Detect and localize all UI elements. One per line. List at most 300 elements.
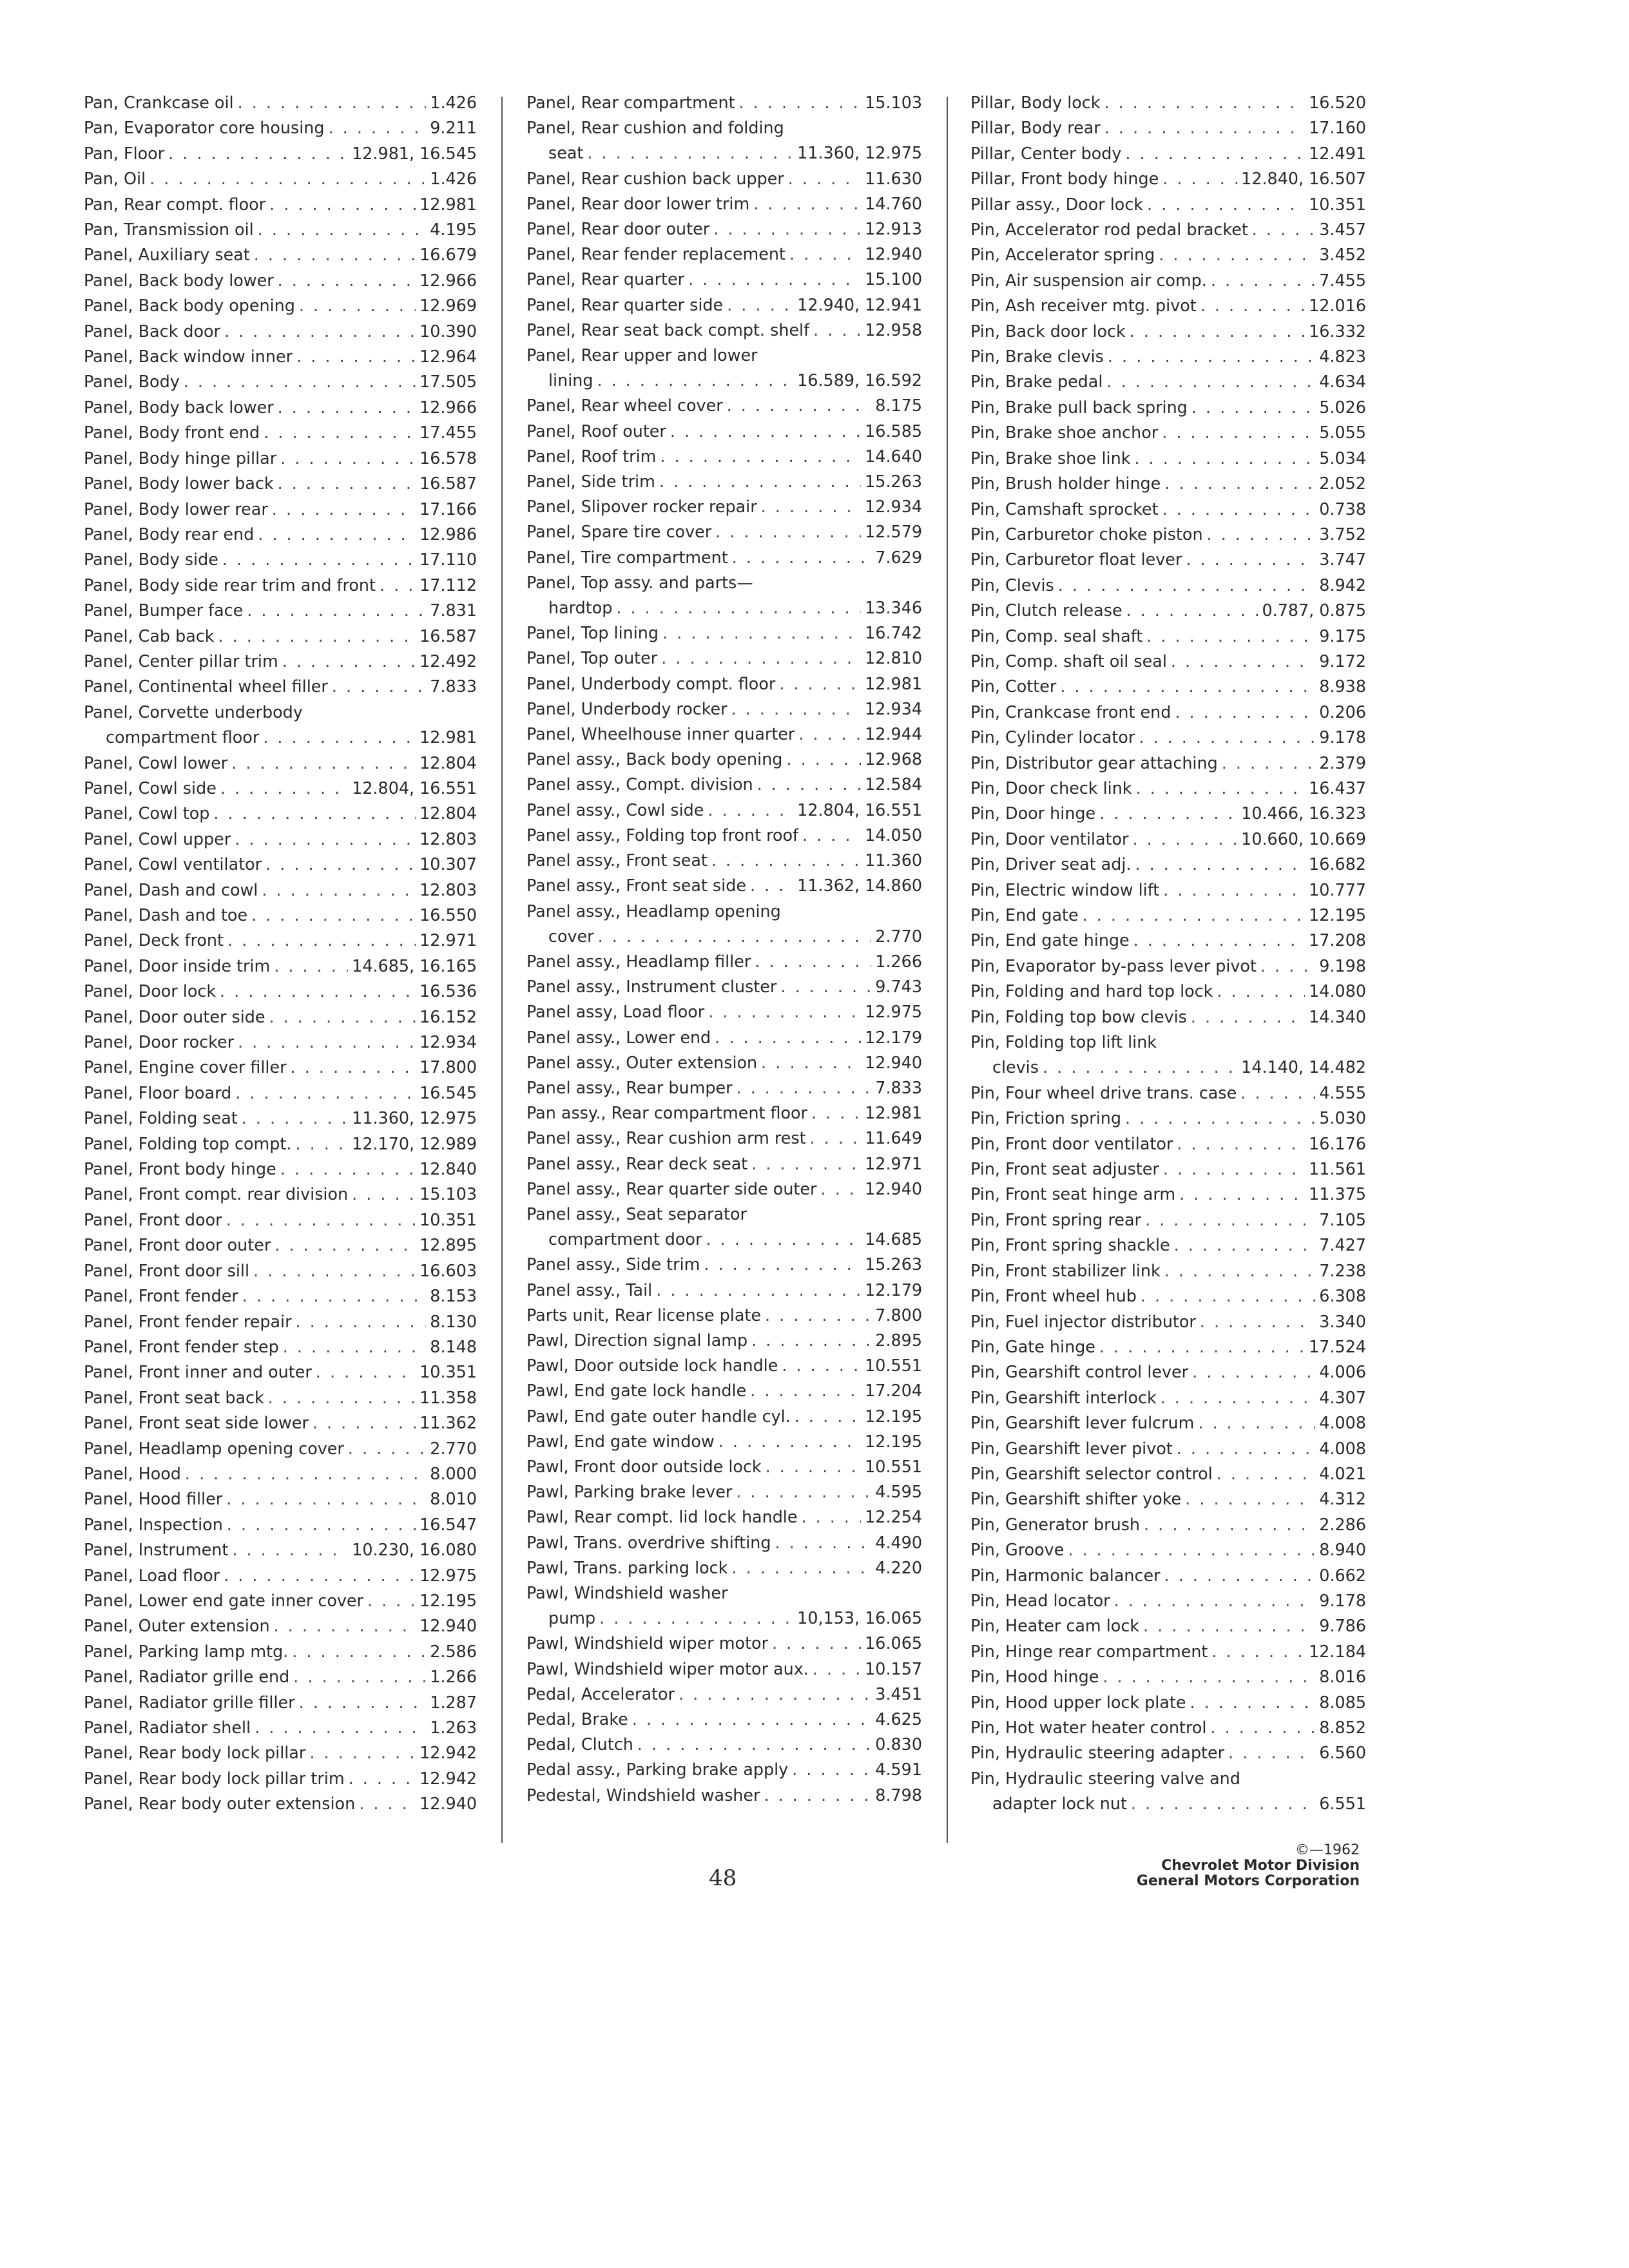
index-entry <box>526 1757 922 1782</box>
index-entry <box>526 519 922 544</box>
entry-page-ref: 10.157 <box>865 1658 922 1678</box>
entry-name: Pin, Folding top lift link <box>970 1032 1157 1052</box>
dot-leader <box>272 497 416 522</box>
dot-leader <box>765 1303 871 1328</box>
index-entry <box>970 1258 1366 1283</box>
dot-leader <box>1139 725 1315 750</box>
entry-page-ref: 8.938 <box>1319 677 1366 697</box>
entry-page-ref: 12.940 <box>865 1178 922 1198</box>
entry-page-ref: 12.804 <box>419 803 477 823</box>
entry-page-ref: 12.016 <box>1309 296 1366 316</box>
dot-leader <box>265 852 416 877</box>
entry-name: Panel assy., Seat separator <box>526 1204 747 1224</box>
dot-leader <box>662 620 861 646</box>
entry-name: Pin, Gearshift shifter yoke <box>970 1489 1182 1509</box>
index-entry <box>84 217 477 242</box>
index-entry <box>970 1410 1366 1436</box>
entry-page-ref: 5.055 <box>1319 423 1366 443</box>
index-entry <box>84 420 477 445</box>
publisher-line: General Motors Corporation <box>1136 1873 1360 1889</box>
dot-leader <box>1185 1486 1315 1512</box>
dot-leader <box>1060 674 1315 699</box>
entry-page-ref: 12.944 <box>865 724 922 744</box>
dot-leader <box>1043 1055 1237 1080</box>
dot-leader <box>753 191 861 216</box>
entry-name: Pawl, Direction signal lamp <box>526 1330 748 1350</box>
dot-leader <box>269 1004 416 1030</box>
index-entry <box>526 620 922 646</box>
index-entry <box>84 1207 477 1233</box>
entry-name: Panel, Door lock <box>84 981 217 1001</box>
entry-name: Panel, Auxiliary seat <box>84 245 250 265</box>
entry-name: Panel, Rear quarter <box>526 269 685 289</box>
entry-name: Pin, Gate hinge <box>970 1336 1095 1356</box>
dot-leader <box>349 1766 416 1791</box>
index-entry <box>970 344 1366 369</box>
entry-page-ref: 9.178 <box>1319 727 1366 747</box>
dot-leader <box>1200 1309 1315 1334</box>
entry-name: Pin, Hydraulic steering valve and <box>970 1768 1240 1788</box>
column-divider <box>947 97 948 1843</box>
entry-name: lining <box>548 370 593 390</box>
entry-page-ref: 12.840 <box>419 1159 477 1179</box>
entry-name: Pin, Hinge rear compartment <box>970 1641 1208 1661</box>
entry-name: Pin, Hot water heater control <box>970 1718 1207 1737</box>
entry-name: Panel, Body back lower <box>84 397 274 417</box>
dot-leader <box>1179 1182 1305 1207</box>
entry-name: Panel, Front fender <box>84 1286 238 1306</box>
dot-leader <box>227 928 416 953</box>
index-entry <box>526 1353 922 1378</box>
index-entry <box>970 624 1366 649</box>
dot-leader <box>656 1278 861 1303</box>
entry-page-ref: 12.195 <box>419 1590 477 1610</box>
dot-leader <box>264 420 416 445</box>
entry-page-ref: 16.547 <box>419 1514 477 1534</box>
dot-leader <box>761 494 862 519</box>
entry-page-ref: 4.312 <box>1319 1489 1366 1509</box>
index-entry <box>970 725 1366 750</box>
dot-leader <box>708 999 861 1024</box>
index-entry <box>84 242 477 267</box>
entry-name: Pin, Door check link <box>970 778 1132 798</box>
entry-page-ref: 1.426 <box>430 169 477 189</box>
index-entry <box>526 368 922 393</box>
dot-leader <box>708 798 793 823</box>
index-entry <box>84 1588 477 1613</box>
index-entry <box>970 751 1366 776</box>
entry-page-ref: 16.520 <box>1309 93 1366 112</box>
index-entry <box>970 547 1366 572</box>
index-entry <box>84 903 477 928</box>
dot-leader <box>1135 852 1305 877</box>
index-entry <box>84 1639 477 1664</box>
dot-leader <box>750 873 793 898</box>
index-entry <box>526 242 922 267</box>
entry-page-ref: 8.148 <box>430 1336 477 1356</box>
entry-page-ref: 14.760 <box>865 193 922 213</box>
dot-leader <box>813 318 861 343</box>
entry-page-ref: 3.451 <box>875 1684 922 1704</box>
dot-leader <box>235 1081 416 1106</box>
entry-name: Panel assy., Side trim <box>526 1254 700 1274</box>
index-entry <box>526 1504 922 1530</box>
entry-page-ref: 2.770 <box>430 1438 477 1458</box>
dot-leader <box>1099 801 1237 826</box>
entry-name: Pin, Driver seat adj. <box>970 854 1132 874</box>
entry-name: Panel, Radiator shell <box>84 1718 251 1737</box>
dot-leader <box>1228 1740 1315 1765</box>
entry-name: Panel, Rear body lock pillar trim <box>84 1768 345 1788</box>
index-entry <box>526 1151 922 1177</box>
entry-name: Pin, Folding and hard top lock <box>970 981 1213 1001</box>
entry-name: Panel, Rear fender replacement <box>526 244 786 264</box>
dot-leader <box>1186 547 1315 572</box>
entry-page-ref: 15.103 <box>419 1184 477 1204</box>
dot-leader <box>299 1690 427 1715</box>
entry-name: Panel, Body hinge pillar <box>84 448 277 468</box>
dot-leader <box>232 1537 348 1562</box>
entry-name: Pawl, End gate window <box>526 1431 715 1451</box>
entry-page-ref: 7.833 <box>430 677 477 697</box>
index-entry <box>84 624 477 649</box>
entry-page-ref: 12.971 <box>865 1153 922 1173</box>
entry-name: Pin, Front door ventilator <box>970 1133 1173 1153</box>
dot-leader <box>280 1157 416 1182</box>
entry-page-ref: 12.584 <box>865 774 922 794</box>
index-entry <box>84 497 477 522</box>
index-entry <box>526 697 922 722</box>
index-entry <box>526 419 922 444</box>
index-entry <box>84 852 477 877</box>
entry-page-ref: 4.008 <box>1319 1438 1366 1458</box>
entry-name: compartment floor <box>106 727 260 747</box>
entry-name: Pin, End gate <box>970 905 1079 925</box>
entry-name: Panel, Door outer side <box>84 1006 265 1026</box>
index-entry <box>970 776 1366 801</box>
dot-leader <box>1240 1081 1315 1106</box>
entry-page-ref: 14.685, 16.165 <box>352 956 477 975</box>
entry-name: Pin, Front seat hinge arm <box>970 1184 1176 1204</box>
entry-page-ref: 2.052 <box>1319 474 1366 494</box>
index-entry <box>526 90 922 115</box>
entry-name: Pin, Accelerator rod pedal bracket <box>970 220 1248 240</box>
entry-name: Pin, Carburetor choke piston <box>970 524 1203 544</box>
entry-page-ref: 12.804, 16.551 <box>797 800 922 820</box>
entry-page-ref: 12.966 <box>419 270 477 290</box>
index-entry <box>84 522 477 547</box>
entry-page-ref: 12.940 <box>865 1052 922 1072</box>
dot-leader <box>1145 1207 1315 1233</box>
entry-page-ref: 4.307 <box>1319 1387 1366 1407</box>
entry-page-ref: 0.787, 0.875 <box>1262 601 1366 620</box>
entry-name: Panel, Front seat back <box>84 1387 264 1407</box>
entry-name: Panel, Front door <box>84 1209 222 1229</box>
entry-name: Panel, Radiator grille filler <box>84 1692 295 1712</box>
entry-page-ref: 15.103 <box>865 93 922 112</box>
index-entry <box>84 827 477 852</box>
entry-page-ref: 12.986 <box>419 524 477 544</box>
dot-leader <box>788 166 861 191</box>
entry-name: Panel, Rear door outer <box>526 219 710 239</box>
entry-page-ref: 12.195 <box>865 1431 922 1451</box>
entry-name: Pin, Hood upper lock plate <box>970 1692 1186 1712</box>
entry-name: Panel assy., Back body opening <box>526 749 783 769</box>
dot-leader <box>1134 446 1315 471</box>
dot-leader <box>263 725 416 750</box>
entry-page-ref: 1.266 <box>875 951 922 971</box>
dot-leader <box>274 1613 416 1639</box>
entry-page-ref: 12.492 <box>419 651 477 671</box>
dot-leader <box>1143 1613 1315 1639</box>
index-entry <box>526 318 922 343</box>
index-entry <box>526 293 922 318</box>
entry-name: Panel, Roof trim <box>526 446 657 466</box>
entry-page-ref: 17.204 <box>865 1381 922 1401</box>
dot-leader <box>283 1334 427 1360</box>
dot-leader <box>1133 928 1305 953</box>
index-entry <box>84 1486 477 1512</box>
entry-page-ref: 4.634 <box>1319 372 1366 392</box>
entry-name: Pawl, Parking brake lever <box>526 1482 733 1502</box>
dot-leader <box>1163 1157 1305 1182</box>
entry-name: Pin, Front spring shackle <box>970 1235 1170 1255</box>
index-entry <box>526 267 922 292</box>
index-entry <box>970 801 1366 826</box>
index-entry <box>526 646 922 671</box>
entry-name: Panel assy., Headlamp filler <box>526 951 751 971</box>
dot-leader <box>1058 573 1316 598</box>
dot-leader <box>1104 115 1305 140</box>
index-entry <box>84 547 477 572</box>
entry-name: Panel, Top assy. and parts— <box>526 572 753 592</box>
entry-page-ref: 16.679 <box>419 245 477 265</box>
dot-leader <box>1177 1131 1305 1157</box>
index-entry <box>84 471 477 496</box>
entry-name: Pin, Cotter <box>970 677 1057 697</box>
entry-name: Panel, Cowl lower <box>84 753 228 773</box>
entry-page-ref: 17.166 <box>419 499 477 519</box>
entry-page-ref: 15.263 <box>865 1254 922 1274</box>
index-entry <box>970 1486 1366 1512</box>
entry-page-ref: 12.966 <box>419 397 477 417</box>
entry-name: Pan, Crankcase oil <box>84 93 234 112</box>
entry-page-ref: 16.682 <box>1309 854 1366 874</box>
dot-leader <box>739 90 862 115</box>
index-entry <box>84 700 477 725</box>
index-entry <box>526 949 922 974</box>
index-entry <box>84 1664 477 1689</box>
index-entry <box>84 1461 477 1486</box>
dot-leader <box>782 1353 861 1378</box>
entry-name: Panel, Back door <box>84 321 220 341</box>
dot-leader <box>1131 1791 1315 1816</box>
dot-leader <box>597 368 793 393</box>
entry-page-ref: 3.457 <box>1319 220 1366 240</box>
dot-leader <box>757 772 862 797</box>
dot-leader <box>352 1182 416 1207</box>
dot-leader <box>184 369 416 394</box>
entry-name: Panel, Cowl side <box>84 778 217 798</box>
dot-leader <box>224 319 416 344</box>
index-entry <box>526 671 922 697</box>
entry-page-ref: 12.934 <box>865 497 922 517</box>
entry-name: Pawl, End gate lock handle <box>526 1381 747 1401</box>
entry-name: Panel assy., Tail <box>526 1280 653 1300</box>
entry-page-ref: 10.466, 16.323 <box>1241 803 1366 823</box>
entry-name: Pin, Clutch release <box>970 601 1123 620</box>
entry-name: Panel, Back body lower <box>84 270 274 290</box>
entry-page-ref: 0.662 <box>1319 1565 1366 1585</box>
entry-name: Panel, Cowl ventilator <box>84 854 262 874</box>
index-entry <box>526 570 922 595</box>
index-entry <box>526 1278 922 1303</box>
entry-page-ref: 4.591 <box>875 1760 922 1780</box>
dot-leader <box>269 192 416 217</box>
index-entry <box>84 319 477 344</box>
entry-name: Pin, Gearshift lever fulcrum <box>970 1413 1195 1433</box>
entry-page-ref: 7.629 <box>875 547 922 567</box>
entry-page-ref: 9.175 <box>1319 626 1366 646</box>
index-entry <box>970 903 1366 928</box>
index-entry <box>84 674 477 699</box>
entry-page-ref: 6.308 <box>1319 1286 1366 1306</box>
entry-page-ref: 10.351 <box>419 1362 477 1382</box>
index-entry <box>970 242 1366 267</box>
index-entry <box>970 471 1366 496</box>
dot-leader <box>1260 954 1315 979</box>
entry-page-ref: 11.362 <box>419 1413 477 1433</box>
dot-leader <box>704 1252 861 1277</box>
dot-leader <box>1217 979 1305 1004</box>
index-entry <box>526 1328 922 1353</box>
entry-name: Pin, Clevis <box>970 575 1054 595</box>
entry-page-ref: 10.351 <box>1309 194 1366 214</box>
entry-page-ref: 4.006 <box>1319 1362 1366 1382</box>
dot-leader <box>1164 1258 1316 1283</box>
entry-name: Pin, Heater cam lock <box>970 1616 1139 1636</box>
dot-leader <box>727 393 872 418</box>
dot-leader <box>761 1050 861 1075</box>
entry-page-ref: 16.742 <box>865 623 922 643</box>
entry-page-ref: 14.640 <box>865 446 922 466</box>
index-entry <box>970 1055 1366 1080</box>
entry-name: Pan, Floor <box>84 143 165 163</box>
index-entry <box>84 1766 477 1791</box>
entry-name: Pillar assy., Door lock <box>970 194 1144 214</box>
dot-leader <box>227 1512 416 1537</box>
index-entry <box>970 1563 1366 1588</box>
entry-name: Panel, Lower end gate inner cover <box>84 1590 363 1610</box>
dot-leader <box>1141 1283 1315 1309</box>
entry-name: Pawl, Trans. parking lock <box>526 1557 728 1577</box>
index-entry <box>970 293 1366 318</box>
entry-name: Panel, Floor board <box>84 1082 232 1102</box>
entry-name: Panel, Roof outer <box>526 421 666 441</box>
dot-leader <box>718 1429 861 1454</box>
entry-name: Pin, Front seat adjuster <box>970 1159 1159 1179</box>
dot-leader <box>737 1075 872 1100</box>
index-entry <box>84 344 477 369</box>
dot-leader <box>1198 1410 1315 1436</box>
entry-page-ref: 15.263 <box>865 472 922 492</box>
index-entry <box>84 1030 477 1055</box>
dot-leader <box>280 446 416 471</box>
dot-leader <box>220 776 348 801</box>
entry-page-ref: 12.179 <box>865 1280 922 1300</box>
entry-page-ref: 8.942 <box>1319 575 1366 595</box>
entry-name: Panel, Folding seat <box>84 1108 238 1128</box>
dot-leader <box>661 646 861 671</box>
index-entry <box>970 928 1366 953</box>
entry-page-ref: 0.738 <box>1319 499 1366 519</box>
index-entry <box>970 598 1366 623</box>
entry-name: Panel, Front fender step <box>84 1336 279 1356</box>
entry-name: Panel assy., Compt. division <box>526 774 753 794</box>
index-entry <box>84 268 477 293</box>
entry-page-ref: 2.586 <box>430 1641 477 1661</box>
dot-leader <box>226 1486 426 1512</box>
entry-page-ref: 17.160 <box>1309 118 1366 138</box>
dot-leader <box>637 1732 872 1757</box>
entry-page-ref: 12.942 <box>419 1743 477 1763</box>
entry-page-ref: 12.940 <box>419 1794 477 1814</box>
index-entry <box>970 674 1366 699</box>
index-entry <box>526 1025 922 1050</box>
entry-name: Panel, Front door sill <box>84 1260 250 1280</box>
entry-name: Pin, Ash receiver mtg. pivot <box>970 296 1197 316</box>
index-entry <box>970 649 1366 674</box>
index-entry <box>84 1436 477 1461</box>
dot-leader <box>736 1479 871 1504</box>
dot-leader <box>238 1030 416 1055</box>
dot-leader <box>599 1606 793 1631</box>
entry-name: Pillar, Front body hinge <box>970 169 1159 189</box>
entry-name: Pin, Air suspension air comp. <box>970 270 1207 290</box>
dot-leader <box>1164 1563 1316 1588</box>
entry-page-ref: 14.340 <box>1309 1006 1366 1026</box>
entry-name: Panel, Body <box>84 372 180 392</box>
index-entry <box>970 141 1366 166</box>
entry-name: Panel, Deck front <box>84 930 224 950</box>
entry-name: Panel, Underbody compt. floor <box>526 673 776 693</box>
index-entry <box>526 747 922 772</box>
index-entry <box>84 801 477 826</box>
dot-leader <box>1161 1385 1316 1410</box>
dot-leader <box>367 1588 416 1613</box>
entry-name: Panel, Headlamp opening cover <box>84 1438 344 1458</box>
index-entry <box>526 545 922 570</box>
dot-leader <box>1192 1360 1315 1385</box>
entry-page-ref: 11.649 <box>865 1128 922 1148</box>
entry-page-ref: 9.198 <box>1319 956 1366 975</box>
entry-name: Panel, Underbody rocker <box>526 698 728 718</box>
index-entry <box>526 1404 922 1429</box>
entry-name: Pin, Comp. seal shaft <box>970 626 1143 646</box>
dot-leader <box>789 242 861 267</box>
dot-leader <box>660 444 861 469</box>
index-entry <box>970 878 1366 903</box>
index-entry <box>970 1740 1366 1765</box>
entry-page-ref: 11.358 <box>419 1387 477 1407</box>
entry-page-ref: 7.833 <box>875 1077 922 1097</box>
entry-page-ref: 9.786 <box>1319 1616 1366 1636</box>
index-entry <box>970 979 1366 1004</box>
entry-name: Pedal, Accelerator <box>526 1684 675 1704</box>
dot-leader <box>688 267 861 292</box>
index-entry <box>84 928 477 953</box>
dot-leader <box>679 1682 871 1707</box>
